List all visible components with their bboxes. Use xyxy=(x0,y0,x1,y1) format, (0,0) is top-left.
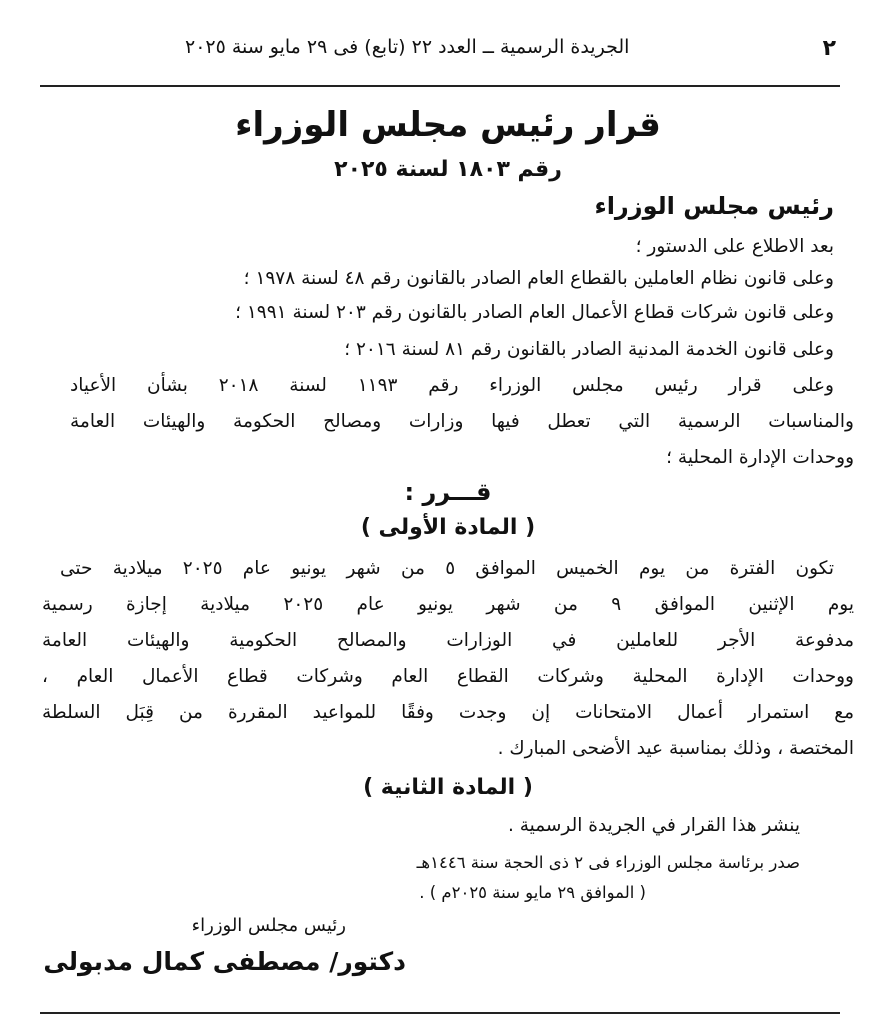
decided-heading: قـــرر : xyxy=(404,478,492,506)
signatory-title: رئيس مجلس الوزراء xyxy=(191,915,346,936)
article-one-line: مدفوعة الأجر للعاملين في الوزارات والمصالح الحكومية والهيئات العامة xyxy=(42,630,854,651)
preamble-line: وعلى قانون الخدمة المدنية الصادر بالقانون رقم ٨١ لسنة ٢٠١٦ ؛ xyxy=(344,339,834,360)
gazette-issue-line: الجريدة الرسمية ــ العدد ٢٢ (تابع) فى ٢٩ مايو سنة ٢٠٢٥ xyxy=(185,36,630,58)
page-number: ٢ xyxy=(822,36,836,61)
signatory-name: دكتور/ مصطفى كمال مدبولى xyxy=(43,947,406,976)
preamble-line: ووحدات الإدارة المحلية ؛ xyxy=(666,447,854,468)
issued-date-hijri: صدر برئاسة مجلس الوزراء فى ٢ ذى الحجة سنة ١٤٤٦هـ xyxy=(416,853,800,872)
issued-date-gregorian: ( الموافق ٢٩ مايو سنة ٢٠٢٥م ) . xyxy=(419,883,646,902)
article-one-line: يوم الإثنين الموافق ٩ من شهر يونيو عام ٢٠٢٥ ميلادية إجازة رسمية xyxy=(42,594,854,615)
article-two-heading: ( المادة الثانية ) xyxy=(363,775,533,800)
article-one-line: ووحدات الإدارة المحلية وشركات القطاع العام وشركات قطاع الأعمال العام ، xyxy=(42,666,854,687)
preamble-line: بعد الاطلاع على الدستور ؛ xyxy=(635,236,834,257)
article-one-heading: ( المادة الأولى ) xyxy=(360,515,536,540)
article-one-line: المختصة ، وذلك بمناسبة عيد الأضحى المبارك . xyxy=(497,738,854,759)
decree-title: قرار رئيس مجلس الوزراء xyxy=(235,105,661,145)
page-header xyxy=(40,30,836,70)
article-one-line: تكون الفترة من يوم الخميس الموافق ٥ من شهر يونيو عام ٢٠٢٥ ميلادية حتى xyxy=(60,558,834,579)
preamble-line: وعلى قانون شركات قطاع الأعمال العام الصادر بالقانون رقم ٢٠٣ لسنة ١٩٩١ ؛ xyxy=(235,302,834,323)
decree-number: رقم ١٨٠٣ لسنة ٢٠٢٥ xyxy=(334,157,562,182)
preamble-line: وعلى قرار رئيس مجلس الوزراء رقم ١١٩٣ لسنة ٢٠١٨ بشأن الأعياد xyxy=(70,375,834,396)
issuer-heading: رئيس مجلس الوزراء xyxy=(594,192,834,220)
preamble-line: وعلى قانون نظام العاملين بالقطاع العام الصادر بالقانون رقم ٤٨ لسنة ١٩٧٨ ؛ xyxy=(243,268,834,289)
footer-divider xyxy=(40,1012,840,1014)
article-one-line: مع استمرار أعمال الامتحانات إن وجدت وفقًا للمواعيد المقررة من قِبَل السلطة xyxy=(42,702,854,723)
header-divider xyxy=(40,85,840,87)
preamble-line: والمناسبات الرسمية التي تعطل فيها وزارات ومصالح الحكومة والهيئات العامة xyxy=(70,411,854,432)
article-two-text: ينشر هذا القرار في الجريدة الرسمية . xyxy=(507,815,800,836)
